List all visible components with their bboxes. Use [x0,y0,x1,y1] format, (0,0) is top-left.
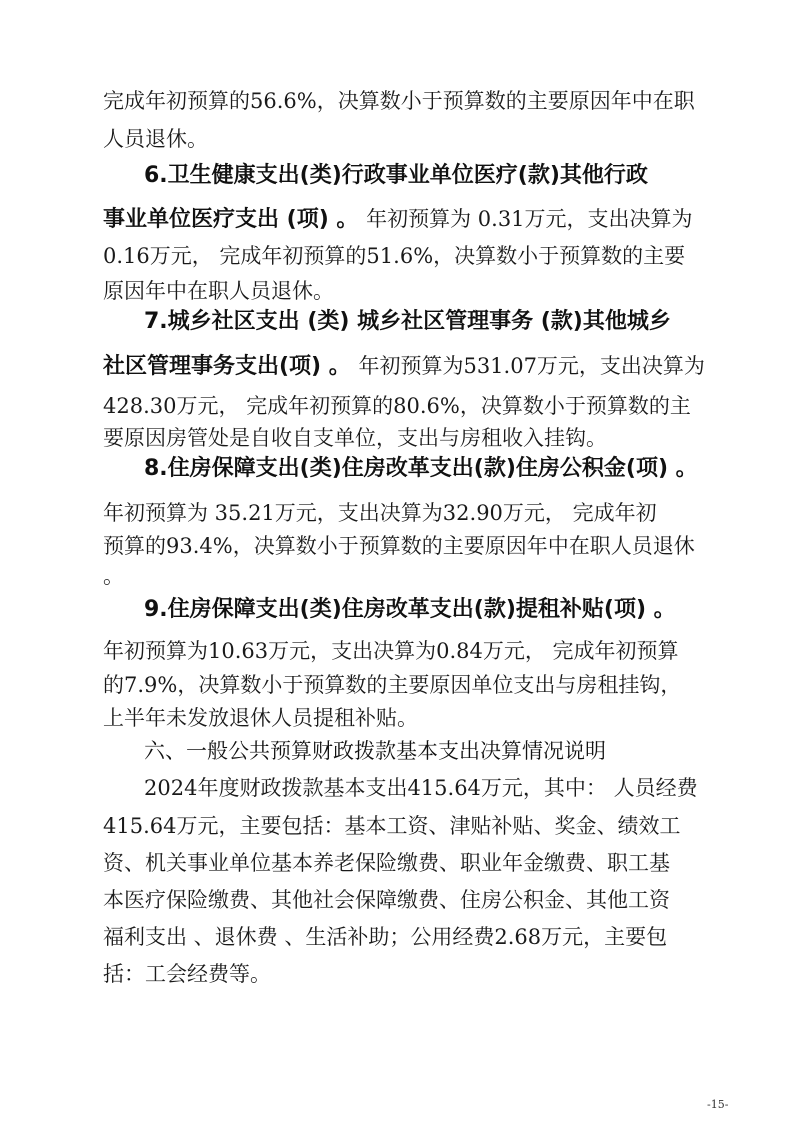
heading-text: 事业单位医疗支出 (项) 。 [103,207,359,232]
item-heading-6: 6.卫生健康支出(类)行政事业单位医疗(款)其他行政 [144,163,648,188]
text-line: 上半年未发放退休人员提租补贴。 [103,706,418,730]
page-number: -15- [707,1098,729,1111]
text-line: 人员退休。 [103,127,208,151]
text-line: 预算的93.4%，决算数小于预算数的主要原因年中在职人员退休 [103,534,695,558]
text-line: 2024年度财政拨款基本支出415.64万元，其中： 人员经费 [144,776,698,800]
item-heading-6-cont [103,203,693,236]
item-heading-7: 7.城乡社区支出 (类) 城乡社区管理事务 (款)其他城乡 [144,309,671,334]
text-line: 福利支出 、退休费 、生活补助；公用经费2.68万元，主要包 [103,925,668,949]
text-line: 年初预算为 35.21万元，支出决算为32.90万元， 完成年初 [103,501,657,525]
text-line: 要原因房管处是自收自支单位，支出与房租收入挂钩。 [103,426,607,450]
text-inline: 年初预算为 0.31万元，支出决算为 [366,207,693,231]
text-line: 年初预算为10.63万元，支出决算为0.84万元， 完成年初预算 [103,639,679,663]
text-line: 括：工会经费等。 [103,962,271,986]
section-heading-6: 六、一般公共预算财政拨款基本支出决算情况说明 [144,739,606,763]
text-line: 的7.9%，决算数小于预算数的主要原因单位支出与房租挂钩， [103,673,682,697]
text-line: 本医疗保险缴费、其他社会保障缴费、住房公积金、其他工资 [103,888,670,912]
text-line: 0.16万元， 完成年初预算的51.6%，决算数小于预算数的主要 [103,244,686,268]
text-inline: 年初预算为531.07万元，支出决算为 [358,354,705,378]
item-heading-8: 8.住房保障支出(类)住房改革支出(款)住房公积金(项) 。 [144,456,698,481]
text-line: 。 [103,564,124,588]
text-line: 完成年初预算的56.6%，决算数小于预算数的主要原因年中在职 [103,89,695,113]
item-heading-7-cont [103,350,705,383]
text-line: 415.64万元，主要包括：基本工资、津贴补贴、奖金、绩效工 [103,814,681,838]
item-heading-9: 9.住房保障支出(类)住房改革支出(款)提租补贴(项) 。 [144,597,676,622]
text-line: 资、机关事业单位基本养老保险缴费、职业年金缴费、职工基 [103,851,670,875]
text-line: 原因年中在职人员退休。 [103,279,334,303]
heading-text: 社区管理事务支出(项) 。 [103,354,351,379]
text-line: 428.30万元， 完成年初预算的80.6%，决算数小于预算数的主 [103,394,691,418]
